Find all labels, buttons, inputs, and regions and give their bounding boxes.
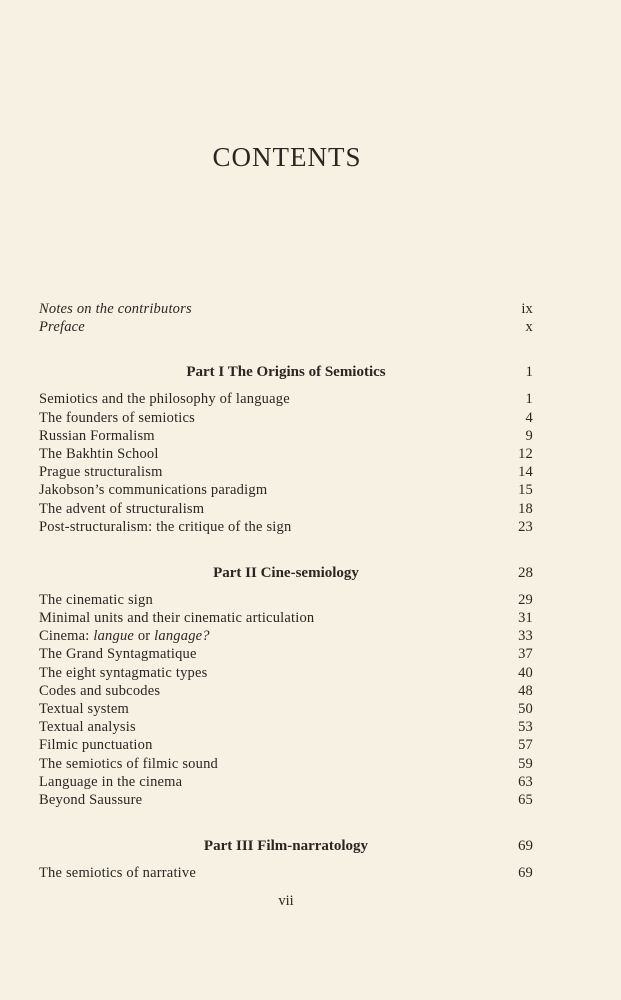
toc-entry-page: 40	[518, 664, 533, 681]
toc-entry-page: 69	[518, 865, 533, 882]
toc-entry-page: 63	[518, 773, 533, 790]
toc-entry-title: Beyond Saussure	[39, 791, 143, 808]
toc-entry-title: Jakobson’s communications paradigm	[39, 482, 268, 499]
toc-entry-page: 57	[518, 737, 533, 754]
toc-entry[interactable]	[39, 409, 533, 427]
title-or: or	[134, 628, 155, 645]
toc-entry-title: Post-structuralism: the critique of the sign	[39, 518, 292, 535]
toc-entry-title	[39, 627, 210, 645]
toc-entry[interactable]	[39, 664, 533, 682]
toc-entry-page: 65	[518, 791, 533, 808]
toc-entry-page: 50	[518, 701, 533, 717]
part-3-entries	[39, 864, 533, 882]
part-2-entries	[39, 591, 533, 809]
toc-entry[interactable]	[39, 518, 533, 536]
toc-entry[interactable]	[39, 864, 533, 882]
toc-entry-title: Filmic punctuation	[39, 737, 153, 754]
toc-entry-title: Semiotics and the philosophy of language	[39, 391, 290, 408]
toc-entry-title: Minimal units and their cinematic articulation	[39, 610, 315, 627]
toc-entry-title: The semiotics of filmic sound	[39, 755, 218, 772]
toc-entry-title: The cinematic sign	[39, 591, 153, 608]
part-heading-1[interactable]	[39, 362, 533, 382]
part-title: Part II Cine-semiology	[213, 564, 359, 581]
toc-entry[interactable]	[39, 591, 533, 609]
toc-entry-title: The founders of semiotics	[39, 409, 196, 426]
toc-entry[interactable]	[39, 481, 533, 499]
toc-entry[interactable]	[39, 318, 533, 336]
table-of-contents	[39, 300, 533, 882]
part-title: Part I The Origins of Semiotics	[186, 364, 386, 381]
title-langage: langage?	[154, 628, 210, 645]
toc-entry[interactable]	[39, 755, 533, 773]
toc-entry[interactable]	[39, 445, 533, 463]
toc-entry-page: 9	[525, 427, 533, 444]
toc-entry-title: Textual system	[39, 701, 129, 717]
toc-entry-page: 37	[518, 646, 533, 663]
toc-entry-title: The advent of structuralism	[39, 500, 205, 517]
toc-entry-page: ix	[521, 301, 533, 317]
toc-entry-page: 15	[518, 482, 533, 499]
toc-entry[interactable]	[39, 645, 533, 663]
toc-entry[interactable]	[39, 300, 533, 318]
page-title: CONTENTS	[212, 142, 362, 172]
toc-entry-title: Prague structuralism	[39, 464, 163, 481]
part-1-entries	[39, 390, 533, 536]
toc-entry-page: 23	[518, 518, 533, 535]
toc-entry[interactable]	[39, 718, 533, 736]
toc-entry-title: Textual analysis	[39, 719, 136, 736]
part-heading-3[interactable]	[39, 836, 533, 856]
toc-entry-page: 12	[518, 445, 533, 462]
toc-entry[interactable]	[39, 700, 533, 718]
part-title: Part III Film-narratology	[203, 838, 369, 855]
toc-entry-page: 29	[518, 591, 533, 608]
toc-entry[interactable]	[39, 500, 533, 518]
part-heading-2[interactable]	[39, 563, 533, 583]
toc-entry-page: 59	[518, 755, 533, 772]
toc-entry[interactable]	[39, 390, 533, 408]
part-page: 28	[518, 564, 533, 581]
front-matter	[39, 300, 533, 336]
toc-entry[interactable]	[39, 427, 533, 445]
page-number: vii	[278, 893, 294, 909]
toc-entry-page: 48	[518, 682, 533, 699]
part-page: 1	[525, 364, 533, 381]
toc-entry[interactable]	[39, 463, 533, 481]
toc-entry-title: The semiotics of narrative	[39, 865, 196, 882]
toc-entry-page: 14	[518, 464, 533, 481]
toc-entry-page: x	[525, 319, 533, 336]
toc-entry-page: 4	[525, 409, 533, 426]
toc-entry-page: 53	[518, 719, 533, 736]
title-langue: langue	[93, 628, 135, 645]
part-page: 69	[518, 838, 533, 855]
toc-entry[interactable]	[39, 682, 533, 700]
title-prefix: Cinema:	[39, 628, 94, 645]
toc-entry[interactable]	[39, 773, 533, 791]
toc-entry[interactable]	[39, 627, 533, 645]
toc-entry[interactable]	[39, 736, 533, 754]
toc-entry-title: Codes and subcodes	[39, 682, 161, 699]
toc-entry-title: Language in the cinema	[39, 773, 183, 790]
toc-entry[interactable]	[39, 609, 533, 627]
toc-entry-page: 31	[518, 610, 533, 627]
toc-entry-page: 33	[518, 628, 533, 645]
toc-entry-title: The eight syntagmatic types	[39, 664, 208, 681]
toc-entry-title: The Grand Syntagmatique	[39, 646, 197, 663]
toc-entry-title: The Bakhtin School	[39, 445, 159, 462]
toc-entry[interactable]	[39, 791, 533, 809]
toc-entry-title: Notes on the contributors	[39, 301, 192, 317]
toc-entry-page: 18	[518, 500, 533, 517]
toc-entry-title: Preface	[39, 319, 85, 336]
toc-entry-title: Russian Formalism	[39, 427, 155, 444]
toc-entry-page: 1	[525, 391, 533, 408]
